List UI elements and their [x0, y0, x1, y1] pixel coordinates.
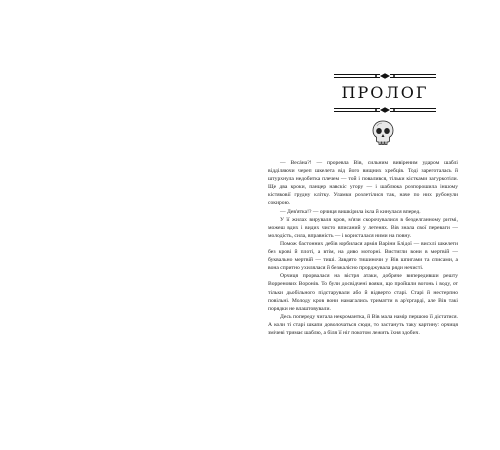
- paragraph: У її жилах вируваля кров, м'язи скорочувалися в безделганному ритмі, можеш вдих і видих чисто вписаний у летенях. Вів знала свої переваги — молодість, сила, вправність — і користалася ними на повну.: [268, 216, 458, 239]
- chapter-title: ПРОЛОГ: [341, 83, 429, 102]
- skull-icon: [371, 120, 395, 146]
- double-rule-ornament-icon: [330, 106, 440, 114]
- double-rule-ornament-icon: [330, 72, 440, 80]
- paragraph: — Дев'ятка!? — орчиця вишкірила ікла й кинулася вперед.: [280, 208, 421, 215]
- paragraph: Десь попереду чигала некромантка, й Вів мала намір першою її дістатися. А коли ті старі шкапи доволочаться сюди, то застануть таку картину: орчиця змічеві тримає шаблю, а біля її ніг покотом лежить їхня здобич.: [268, 313, 458, 336]
- chapter-heading: [330, 72, 440, 114]
- paragraph: Орчиця прорвалася на вістря атаки, добряче випередивши решту Ворренових Воронів. То були досвідчені вояки, що пройшли вогонь і воду, от тільки дьобільного підстарували або й відверто старі. Старі й нестерпно повільні. Молоду кров вони намагались триматти в ар'єргарді, але Вів такі порядки не влаштовували.: [268, 273, 458, 312]
- paragraph: Помож бастонних дебів юрбилася армія Варіни Блідої — висхлі шкелети без крові й плоті, а втім, на диво моторні. Вистигли вони в мертвій — буквально мертвій — тиші. Завдято тишиночи у Вів шпигами та списами, а вона спритно ухилялася й безжалісно прорджувала ряди нечисті.: [268, 240, 458, 272]
- paragraph: — Весáна?! — проревла Вів, сильним вивіреним ударом шаблі відділяючи череп шкелета від його вищних хребців. Тоді зареготалась й штурхнула недобитка плечем — той і повалився, тільки кістками загуркотіли. Ще два кроки, панцер навскіс угору — і шаблюка розпорошила іншому кістяковії грудну клітку. Уламки розлетілися так, наче по них рубонули сокирою.: [268, 160, 458, 207]
- chapter-body-text: [268, 159, 458, 337]
